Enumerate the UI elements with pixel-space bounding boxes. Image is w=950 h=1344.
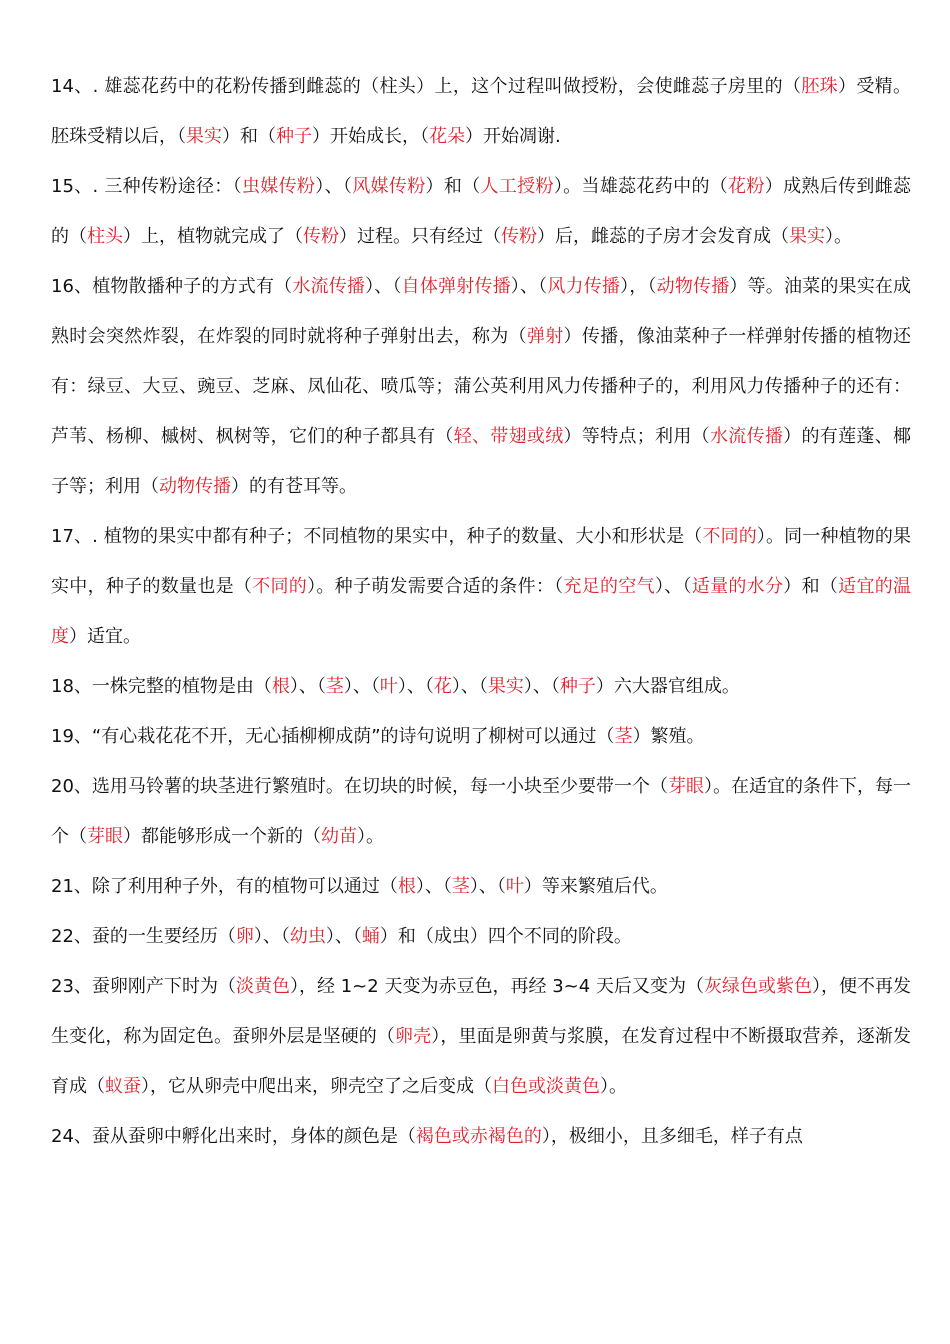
question-text: ）上，植物就完成了（ bbox=[123, 226, 303, 247]
answer-text: 自体弹射传播 bbox=[401, 276, 511, 297]
answer-text: 花 bbox=[433, 676, 452, 697]
question-text: ）、（ bbox=[365, 276, 402, 297]
question-text: ）等。油菜的果实在成熟时会突然炸裂，在炸裂的同时就将种子弹射出去，称为（ bbox=[51, 276, 912, 347]
question-text: ）等来繁殖后代。 bbox=[523, 876, 668, 897]
answer-text: 白色或淡黄色 bbox=[492, 1076, 600, 1097]
question-item-14 bbox=[51, 62, 911, 162]
question-item-21 bbox=[51, 862, 911, 912]
answer-text: 风力传播 bbox=[547, 276, 621, 297]
answer-text: 叶 bbox=[379, 676, 398, 697]
question-text: ）。 bbox=[600, 1076, 627, 1097]
answer-text: 果实 bbox=[186, 126, 222, 147]
question-text: 19、“有心栽花花不开，无心插柳柳成荫”的诗句说明了柳树可以通过（ bbox=[51, 726, 615, 747]
answer-text: 褐色或赤褐色的 bbox=[415, 1126, 542, 1147]
question-text: ）传播，像油菜种子一样弹射传播的植物还有：绿豆、大豆、豌豆、芝麻、凤仙花、喷瓜等；蒲公英利用风力传播种子的，利用风力传播种子的还有：芦苇、杨柳、槭树、枫树等，它们的种子都具有（ bbox=[51, 326, 912, 447]
answer-text: 果实 bbox=[789, 226, 825, 247]
question-text: 16、植物散播种子的方式有（ bbox=[51, 276, 293, 297]
question-text: 22、蚕的一生要经历（ bbox=[51, 926, 236, 947]
answer-text: 蚁蚕 bbox=[105, 1076, 141, 1097]
answer-text: 虫媒传粉 bbox=[241, 176, 316, 197]
answer-text: 动物传播 bbox=[656, 276, 730, 297]
question-text: 23、蚕卵刚产下时为（ bbox=[51, 976, 236, 997]
question-text: ）。 bbox=[357, 826, 384, 847]
answer-text: 动物传播 bbox=[159, 476, 231, 497]
answer-text: 卵壳 bbox=[395, 1026, 432, 1047]
answer-text: 果实 bbox=[487, 676, 524, 697]
answer-text: 传粉 bbox=[501, 226, 537, 247]
question-text: 14、. 雄蕊花药中的花粉传播到雌蕊的（柱头）上，这个过程叫做授粉，会使雌蕊子房里的（ bbox=[51, 76, 802, 97]
question-text: 20、选用马铃薯的块茎进行繁殖时。在切块的时候，每一小块至少要带一个（ bbox=[51, 776, 668, 797]
question-text: ），里面是卵黄与浆膜，在发育过程中不断摄取营养，逐渐发育成（ bbox=[51, 1026, 912, 1097]
answer-text: 灰绿色或紫色 bbox=[703, 976, 812, 997]
answer-text: 不同的 bbox=[252, 576, 308, 597]
question-text: ）、（ bbox=[654, 576, 692, 597]
question-item-24 bbox=[51, 1112, 911, 1162]
answer-text: 卵 bbox=[235, 926, 254, 947]
answer-text: 适量的水分 bbox=[691, 576, 784, 597]
answer-text: 人工授粉 bbox=[480, 176, 554, 197]
answer-text: 水流传播 bbox=[292, 276, 366, 297]
question-item-23 bbox=[51, 962, 911, 1112]
question-item-19 bbox=[51, 712, 911, 762]
question-text: ）和（ bbox=[425, 176, 481, 197]
answer-text: 柱头 bbox=[87, 226, 123, 247]
question-text: ），（ bbox=[620, 276, 657, 297]
question-text: ）适宜。 bbox=[69, 626, 141, 647]
answer-text: 根 bbox=[397, 876, 416, 897]
question-text: 24、蚕从蚕卵中孵化出来时，身体的颜色是（ bbox=[51, 1126, 416, 1147]
question-text: 17、. 植物的果实中都有种子；不同植物的果实中，种子的数量、大小和形状是（ bbox=[51, 526, 703, 547]
answer-text: 根 bbox=[271, 676, 290, 697]
question-text: 15、. 三种传粉途径：（ bbox=[51, 176, 242, 197]
answer-text: 种子 bbox=[559, 676, 596, 697]
question-text: ）、（ bbox=[415, 876, 452, 897]
answer-text: 幼苗 bbox=[321, 826, 357, 847]
answer-text: 轻、带翅或绒 bbox=[453, 426, 564, 447]
answer-text: 不同的 bbox=[702, 526, 757, 547]
question-text: ）和（ bbox=[783, 576, 839, 597]
answer-text: 种子 bbox=[276, 126, 312, 147]
question-item-16 bbox=[51, 262, 911, 512]
answer-text: 风媒传粉 bbox=[352, 176, 426, 197]
question-text: ）都能够形成一个新的（ bbox=[123, 826, 321, 847]
question-text: ），便不再发生变化，称为固定色。蚕卵外层是坚硬的（ bbox=[51, 976, 912, 1047]
question-text: ）繁殖。 bbox=[632, 726, 705, 747]
question-text: 21、除了利用种子外，有的植物可以通过（ bbox=[51, 876, 398, 897]
answer-text: 淡黄色 bbox=[235, 976, 290, 997]
question-text: ）。 bbox=[825, 226, 852, 247]
answer-text: 茎 bbox=[325, 676, 344, 697]
question-text: ）过程。只有经过（ bbox=[339, 226, 501, 247]
answer-text: 胚珠 bbox=[801, 76, 838, 97]
question-text: ）、（ bbox=[510, 276, 548, 297]
question-item-22 bbox=[51, 912, 911, 962]
question-text: ）、（ bbox=[469, 876, 506, 897]
answer-text: 幼虫 bbox=[289, 926, 326, 947]
question-text: ）等特点；利用（ bbox=[563, 426, 710, 447]
question-text: ）、（ bbox=[315, 176, 353, 197]
answer-text: 水流传播 bbox=[709, 426, 784, 447]
question-item-15 bbox=[51, 162, 911, 262]
question-text: ）。当雄蕊花药中的（ bbox=[553, 176, 729, 197]
question-text: ）、（ bbox=[289, 676, 326, 697]
answer-text: 蛹 bbox=[361, 926, 380, 947]
question-text: ），经 1~2 天变为赤豆色，再经 3~4 天后又变为（ bbox=[289, 976, 704, 997]
answer-text: 花朵 bbox=[429, 126, 465, 147]
answer-text: 充足的空气 bbox=[563, 576, 655, 597]
question-item-20 bbox=[51, 762, 911, 862]
question-text: ）。同一种植物的果实中，种子的数量也是（ bbox=[51, 526, 912, 597]
question-text: 18、一株完整的植物是由（ bbox=[51, 676, 272, 697]
answer-text: 茎 bbox=[451, 876, 470, 897]
answer-text: 茎 bbox=[614, 726, 633, 747]
question-text: ）开始凋谢. bbox=[465, 126, 561, 147]
question-text: ）受精。胚珠受精以后，（ bbox=[51, 76, 912, 147]
answer-text: 芽眼 bbox=[667, 776, 704, 797]
answer-text: 花粉 bbox=[728, 176, 765, 197]
question-text: ）六大器官组成。 bbox=[595, 676, 740, 697]
answer-text: 传粉 bbox=[303, 226, 339, 247]
question-text: ）、（ bbox=[397, 676, 434, 697]
question-text: ）的有莲蓬、椰子等；利用（ bbox=[51, 426, 912, 497]
question-item-18 bbox=[51, 662, 911, 712]
question-text: ），它从卵壳中爬出来，卵壳空了之后变成（ bbox=[141, 1076, 492, 1097]
question-text: ）和（ bbox=[222, 126, 276, 147]
question-text: ）和（成虫）四个不同的阶段。 bbox=[379, 926, 632, 947]
answer-text: 叶 bbox=[505, 876, 524, 897]
question-text: ）、（ bbox=[253, 926, 290, 947]
answer-text: 芽眼 bbox=[87, 826, 123, 847]
question-text: ）、（ bbox=[523, 676, 560, 697]
question-text: ），极细小，且多细毛，样子有点 bbox=[541, 1126, 803, 1147]
answer-text: 适宜的温度 bbox=[51, 576, 912, 647]
question-text: ）后，雌蕊的子房才会发育成（ bbox=[537, 226, 789, 247]
question-text: ）开始成长，（ bbox=[312, 126, 429, 147]
question-text: ）、（ bbox=[451, 676, 488, 697]
question-text: ）。种子萌发需要合适的条件：（ bbox=[307, 576, 564, 597]
document-body bbox=[51, 62, 911, 1162]
question-text: ）。在适宜的条件下，每一个（ bbox=[51, 776, 912, 847]
question-text: ）的有苍耳等。 bbox=[231, 476, 357, 497]
answer-text: 弹射 bbox=[526, 326, 564, 347]
question-text: ）、（ bbox=[343, 676, 380, 697]
question-item-17 bbox=[51, 512, 911, 662]
question-text: ）成熟后传到雌蕊的（ bbox=[51, 176, 912, 247]
question-text: ）、（ bbox=[325, 926, 362, 947]
